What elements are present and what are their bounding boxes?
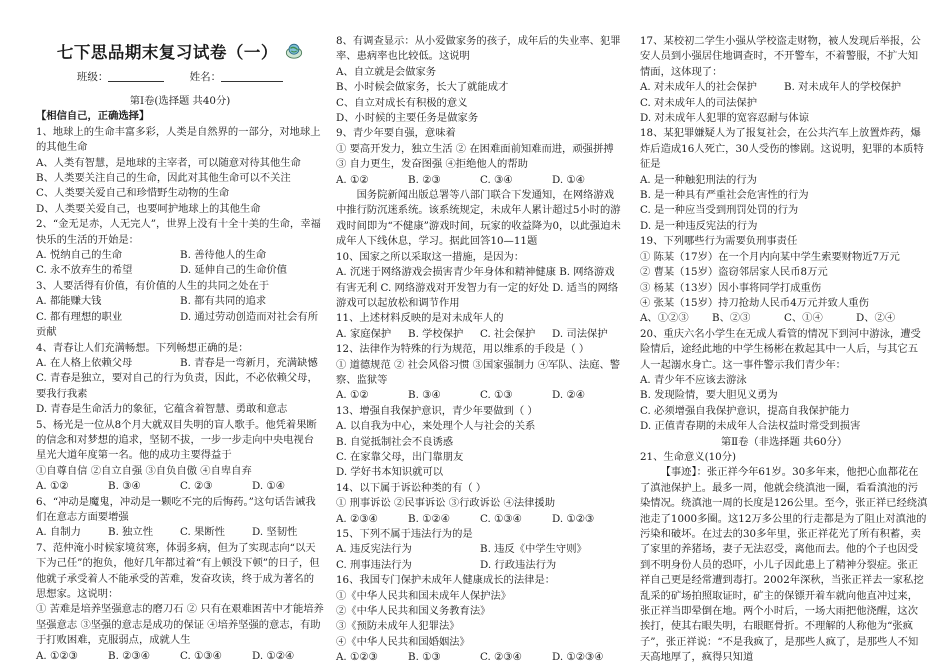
- option-row: [640, 311, 928, 326]
- class-field[interactable]: [108, 70, 164, 82]
- text-line: D. 学好书本知识就可以: [336, 466, 444, 479]
- option-row: [336, 327, 624, 342]
- text-line: ② 曹某（15岁）盗窃邻居家人民币8万元: [640, 266, 828, 279]
- option-row: [36, 248, 324, 263]
- name-label: 姓名：: [189, 71, 222, 83]
- paragraph: 国务院新闻出版总署等八部门联合下发通知，在网络游戏中推行防沉迷系统。该系统规定，未成年人累计超过5小时的游戏时间即为“不健康”游戏时间，玩家的收益降为0，以此强迫未成年人下线休息，学习。据此回答10—11题: [336, 189, 621, 248]
- option-text: A、①②③: [640, 312, 689, 325]
- text-line: C. 对未成年人的司法保护: [640, 96, 758, 109]
- question-stem: 15、下列不属于违法行为的是: [336, 528, 473, 540]
- option-text: C. 都有理想的职业: [36, 310, 123, 323]
- option-text: A. ①②: [336, 389, 369, 402]
- question-stem: 13、增强自我保护意识，青少年要做到（ ）: [336, 404, 538, 417]
- text-line: ① 道德规范 ② 社会风俗习惯 ③国家强制力 ④军队、法庭、警察、监狱等: [336, 358, 621, 386]
- text-line: C、自立对成长有积极的意义: [336, 96, 468, 109]
- text-line: A. 是一种触犯刑法的行为: [640, 173, 757, 186]
- option-row: [36, 649, 324, 664]
- student-info-row: [36, 70, 324, 85]
- option-text: D. 司法保护: [552, 327, 608, 340]
- option-row: [36, 525, 324, 540]
- text-line: B、小时候会做家务，长大了就能成才: [336, 81, 509, 94]
- text-line: A. 沉迷于网络游戏会损害青少年身体和精神健康 B. 网络游戏有害无利 C. 网络游戏对开发智力有一定的好处 D. 适当的网络游戏可以起放松和调节作用: [336, 266, 619, 309]
- class-label: 班级：: [76, 71, 109, 83]
- option-text: C. 果断性: [180, 526, 225, 539]
- text-line: ①《中华人民共和国未成年人保护法》: [336, 589, 512, 602]
- text-line: A. 青少年不应该去游泳: [640, 373, 747, 386]
- option-text: A. ①②③: [36, 649, 78, 662]
- option-text: D. ②④: [552, 389, 585, 402]
- option-text: A. ①②: [36, 480, 69, 493]
- column-1: [36, 94, 324, 664]
- option-text: B. ①③: [408, 651, 441, 664]
- option-text: B. 都有共同的追求: [180, 295, 267, 308]
- option-row: [640, 80, 928, 95]
- option-text: B. ③④: [108, 480, 141, 493]
- option-text: B. ②③④: [108, 649, 150, 662]
- option-text: B. ①②④: [408, 512, 450, 525]
- option-text: B. 学校保护: [408, 327, 464, 340]
- text-line: ④《中华人民共和国婚姻法》: [336, 635, 470, 648]
- question-stem: 11、上述材料反映的是对未成年人的: [336, 312, 504, 325]
- option-text: C. ②③④: [480, 651, 522, 664]
- text-line: A、自立就是会做家务: [336, 65, 437, 78]
- question-stem: 20、重庆六名小学生在无成人看管的情况下到河中游泳，遭受险情后，途经此地的中学生杨彬在救起其中一人后，与其它五人一起溺水身亡。这一事件警示我们青少年：: [640, 327, 921, 371]
- text-line: ②《中华人民共和国义务教育法》: [336, 605, 491, 618]
- question-stem: 10、国家之所以采取这一措施，是因为：: [336, 250, 525, 263]
- option-row: [336, 512, 624, 527]
- question-stem: 1、地球上的生命丰富多彩，人类是自然界的一部分，对地球上的其他生命: [36, 125, 321, 154]
- question-stem: 18、某犯罪嫌疑人为了报复社会，在公共汽车上放置炸药，爆炸后造成16人死亡，30人受伤的惨剧。这说明，犯罪的本质特征是: [640, 127, 924, 171]
- question-stem: 4、青春让人们充满畅想。下列畅想正确的是：: [36, 341, 249, 354]
- question-stem: 21、生命意义(10分): [640, 450, 737, 463]
- option-row: [36, 310, 324, 325]
- option-text: A. 违反宪法行为: [336, 543, 412, 556]
- option-text: A. ①②③: [336, 651, 378, 664]
- sub-heading: 【相信自己，正确选择】: [36, 110, 150, 123]
- name-field[interactable]: [221, 70, 283, 82]
- question-stem: 5、杨光是一位从8个月大就双目失明的盲人歌手。他凭着果断的信念和对梦想的追求，坚韧不拔，一步一步走向中央电视台星光大道年度第一名。他的成功主要得益于: [36, 418, 317, 462]
- option-text: A. 在人格上依赖父母: [36, 356, 133, 369]
- option-text: B. 对未成年人的学校保护: [784, 81, 902, 94]
- option-text: A. 家庭保护: [336, 327, 392, 340]
- option-row: [336, 542, 624, 557]
- option-text: C. ①③④: [180, 649, 222, 662]
- text-line: D. 青春是生命活力的象征，它蕴含着智慧、勇敢和意志: [36, 403, 288, 416]
- text-line: D. 正值青春期的未成年人合法权益时常受到损害: [640, 420, 861, 433]
- text-line: B. 发现险情，要大胆见义勇为: [640, 389, 778, 402]
- question-stem: 17、某校初二学生小强从学校盗走财物，被人发现后举报，公安人员到小强居住地调查时，不开警车，不着警服，不扩大知情面，这体现了：: [640, 35, 921, 78]
- text-line: ① 陈某（17岁）在一个月内向某中学生索要财物近7万元: [640, 250, 900, 263]
- option-text: B. 违反《中学生守则》: [480, 543, 587, 556]
- question-stem: 12、法律作为特殊的行为规范，用以维系的手段是（ ）: [336, 343, 590, 356]
- option-text: D. ①②④: [252, 649, 295, 662]
- question-stem: 9、青少年要自强，意味着: [336, 127, 456, 140]
- text-line: ① 要高开发力，独立生活 ② 在困难面前知难而进，顽强拼搏 ③ 自力更生，发奋图强 ④拒绝他人的帮助: [336, 142, 614, 171]
- option-text: A. ②③④: [336, 512, 378, 525]
- option-text: D. 坚韧性: [252, 526, 298, 539]
- question-stem: 2、“金无足赤，人无完人”，世界上没有十全十美的生命，幸福快乐的生活的开始是：: [36, 218, 321, 246]
- text-line: B. 自觉抵制社会不良诱惑: [336, 435, 454, 448]
- option-row: [336, 173, 624, 188]
- question-stem: 7、范仲淹小时候家境贫寒，体弱多病，但为了实现志向“以天下为己任”的抱负，他好几年都过着“有上顿没下顿”的日子，但他就子承受着人不能承受的苦难，发奋攻读，终于成为著名的思想家。这说明：: [36, 541, 320, 600]
- text-line: ③《预防未成年人犯罪法》: [336, 620, 460, 633]
- text-line: A、人类有智慧，是地球的主宰者，可以随意对待其他生命: [36, 156, 301, 169]
- section-heading: 第Ⅱ卷（非选择题 共60分）: [720, 435, 848, 448]
- option-text: A. 都能赚大钱: [36, 295, 102, 308]
- option-row: [336, 388, 624, 403]
- option-text: D. 行政违法行为: [480, 558, 557, 571]
- title-row: [36, 42, 324, 63]
- text-line: D. 是一种违反宪法的行为: [640, 219, 758, 232]
- text-line: ④ 张某（15岁）持刀抢劫人民币4万元并致人重伤: [640, 296, 869, 309]
- text-line: D、人类要关爱自己，也要呵护地球上的其他生命: [36, 202, 261, 215]
- column-2: [336, 34, 624, 666]
- text-line: ① 刑事诉讼 ②民事诉讼 ③行政诉讼 ④法律援助: [336, 497, 556, 510]
- text-line: B、人类要关注自己的生命，因此对其他生命可以不关注: [36, 172, 291, 185]
- option-text: D. ①②③④: [552, 651, 604, 664]
- option-text: D. ①④: [552, 173, 585, 186]
- option-text: C. 永不放弃生的希望: [36, 264, 133, 277]
- option-text: D. 延伸自己的生命价值: [180, 264, 288, 277]
- option-text: B. 善待他人的生命: [180, 249, 267, 262]
- option-text: D. ①②③: [552, 512, 595, 525]
- text-line: C. 是一种应当受到刑罚处罚的行为: [640, 204, 799, 217]
- text-line: C. 在家靠父母，出门靠朋友: [336, 450, 464, 463]
- option-text: C. ③④: [480, 173, 513, 186]
- option-row: [36, 479, 324, 494]
- text-line: ① 苦难是培养坚强意志的磨刀石 ② 只有在艰难困苦中才能培养坚强意志 ③坚强的意志是成功的保证 ④培养坚强的意志，有助于打败困难，克服弱点，成就人生: [36, 603, 324, 647]
- option-text: B. ②③: [408, 173, 441, 186]
- section-heading: 第Ⅰ卷(选择题 共40分): [129, 95, 231, 107]
- text-line: 贡献: [36, 326, 57, 339]
- option-text: A. 悦纳自己的生命: [36, 249, 123, 262]
- option-row: [336, 558, 624, 573]
- option-text: B. 青春是一弯新月，充满缺憾: [180, 356, 318, 369]
- question-stem: 14、以下属于诉讼种类的有（ ）: [336, 481, 487, 494]
- option-text: C. 刑事违法行为: [336, 558, 412, 571]
- globe-logo-icon: [285, 42, 303, 60]
- question-stem: 19、下列哪些行为需要负刑事责任: [640, 235, 798, 248]
- option-text: B. ③④: [408, 389, 441, 402]
- option-text: C. ①③: [480, 389, 513, 402]
- option-text: B、②③: [712, 312, 751, 325]
- paragraph: 【事迹】：张正祥今年61岁。30多年来，他把心血都花在了滇池保护上。最多一周，他就会绕滇池一圈，看看滇池的污染情况。绕滇池一周的长度是126公里。至今，张正祥已经绕滇池走了1000多圈。这12万多公里的行走都是为了阻止对滇池的污染和破坏。在过去的30多年里，张正祥花光了所有积蓄，卖了家里的养猪场，妻子无法忍受，离他而去。他的个子也因受到不明身份人员的恐吓，小儿子因此患上了精神分裂症。张正祥自己更是经常遭到毒打。2002年深秋，当张正祥去一家私挖乱采的矿场拍照取证时，矿主的保镖开着车就向他直冲过来，张正祥当即晕倒在地。两个小时后，一场大雨把他浇醒，这次挨打，使其右眼失明，右眼眶骨折。不理解的人称他为“张疯子”，张正祥说：“不是我疯了，是那些人疯了，是那些人不知天高地厚了，疯得只知道: [640, 466, 928, 664]
- question-stem: 8、有调查显示：从小爱做家务的孩子，成年后的失业率、犯罪率、患病率也比较低。这说明: [336, 35, 621, 63]
- option-text: A. 对未成年人的社会保护: [640, 81, 757, 94]
- option-row: [36, 294, 324, 309]
- option-text: A. 自制力: [36, 526, 81, 539]
- page-title: 七下思品期末复习试卷（一）: [56, 43, 278, 62]
- option-text: D、②④: [856, 312, 896, 325]
- text-line: ①自尊自信 ②自立自强 ③自负自傲 ④自卑自弃: [36, 464, 252, 477]
- text-line: C. 青春是独立，要对自己的行为负责，因此，不必依赖父母，要我行我素: [36, 372, 318, 400]
- question-stem: 3、人要活得有价值，有价值的人生的共同之处在于: [36, 279, 270, 292]
- option-row: [336, 650, 624, 665]
- text-line: C. 必须增强自我保护意识，提高自我保护能力: [640, 404, 850, 417]
- option-text: C. ①③④: [480, 512, 522, 525]
- question-stem: 6、“冲动是魔鬼，冲动是一颗吃不完的后悔药。”这句话告诫我们在意志方面要增强: [36, 495, 316, 523]
- text-line: C、人类要关爱自己和珍惜野生动物的生命: [36, 187, 230, 200]
- option-text: D. ①④: [252, 480, 285, 493]
- option-text: C、①④: [784, 312, 823, 325]
- text-line: A. 以自我为中心，来处理个人与社会的关系: [336, 420, 536, 433]
- option-text: B. 独立性: [108, 526, 154, 539]
- text-line: D、小时候的主要任务是做家务: [336, 112, 479, 125]
- column-3: [640, 34, 928, 666]
- text-line: ③ 杨某（13岁）因小事将同学打成重伤: [640, 281, 822, 294]
- option-text: D. 通过劳动创造而对社会有所: [180, 310, 318, 323]
- option-text: C. 社会保护: [480, 327, 536, 340]
- option-text: A. ①②: [336, 173, 369, 186]
- option-row: [36, 356, 324, 371]
- question-stem: 16、我国专门保护未成年人健康成长的法律是：: [336, 574, 556, 587]
- option-text: C. ②③: [180, 480, 213, 493]
- text-line: D. 对未成年人犯罪的宽容忍耐与体谅: [640, 112, 809, 125]
- text-line: B. 是一种具有严重社会危害性的行为: [640, 189, 809, 202]
- option-row: [36, 263, 324, 278]
